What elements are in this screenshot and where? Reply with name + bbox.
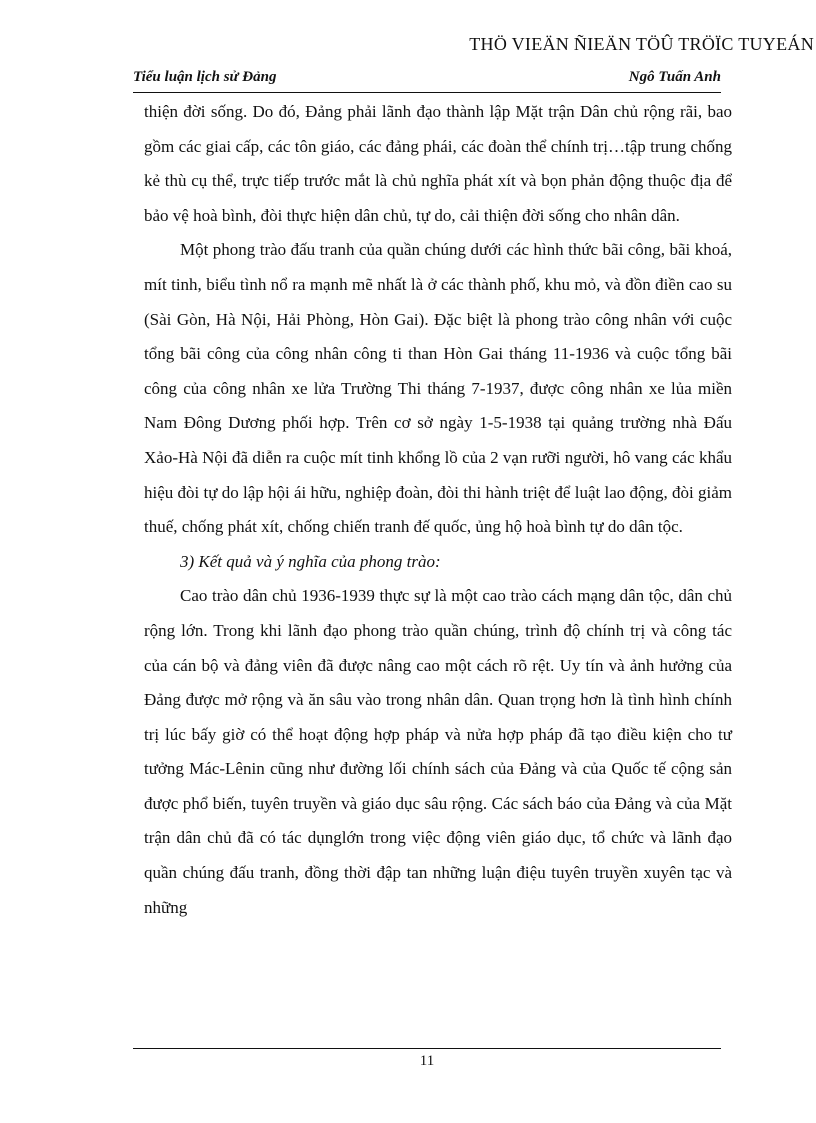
page-body xyxy=(144,95,732,925)
footer-divider xyxy=(133,1048,721,1049)
header-document-title: Tiểu luận lịch sử Đảng xyxy=(133,69,277,85)
body-paragraph-1: thiện đời sống. Do đó, Đảng phải lãnh đạo thành lập Mặt trận Dân chủ rộng rãi, bao gồm các giai cấp, các tôn giáo, các đảng phái, các đoàn thể chính trị…tập trung chống kẻ thù cụ thể, trực tiếp trước mắt là chủ nghĩa phát xít và bọn phản động thuộc địa để bảo vệ hoà bình, đòi thực hiện dân chủ, tự do, cải thiện đời sống cho nhân dân. xyxy=(144,102,732,225)
body-paragraph-3: Cao trào dân chủ 1936-1939 thực sự là một cao trào cách mạng dân tộc, dân chủ rộng lớn. Trong khi lãnh đạo phong trào quần chúng, trình độ chính trị và công tác của cán bộ và đảng viên đã được nâng cao một cách rõ rệt. Uy tín và ảnh hưởng của Đảng được mở rộng và ăn sâu vào trong nhân dân. Quan trọng hơn là tình hình chính trị lúc bấy giờ có thể hoạt động hợp pháp và nửa hợp pháp đã tạo điều kiện cho tư tưởng Mác-Lênin cũng như đường lối chính sách của Đảng và của Quốc tế cộng sản được phổ biến, tuyên truyền và giáo dục sâu rộng. Các sách báo của Đảng và của Mặt trận dân chủ đã có tác dụnglớn trong việc động viên giáo dục, tổ chức và lãnh đạo quần chúng đấu tranh, đồng thời đập tan những luận điệu tuyên truyền xuyên tạc và những xyxy=(144,586,732,917)
watermark-text: THÖ VIEÄN ÑIEÄN TÖÛ TRÖÏC TUYEÁN xyxy=(469,34,814,54)
body-paragraph-2: Một phong trào đấu tranh của quần chúng dưới các hình thức bãi công, bãi khoá, mít tinh, biểu tình nổ ra mạnh mẽ nhất là ở các thành phố, khu mỏ, và đồn điền cao su (Sài Gòn, Hà Nội, Hải Phòng, Hòn Gai). Đặc biệt là phong trào công nhân với cuộc tổng bãi công của công nhân công ti than Hòn Gai tháng 11-1936 và cuộc tổng bãi công của công nhân xe lửa Trường Thi tháng 7-1937, được công nhân xe lủa miền Nam Đông Dương phối hợp. Trên cơ sở ngày 1-5-1938 tại quảng trường nhà Đấu Xảo-Hà Nội đã diễn ra cuộc mít tinh khổng lồ của 2 vạn rưỡi người, hô vang các khẩu hiệu đòi tự do lập hội ái hữu, nghiệp đoàn, đòi thi hành triệt để luật lao động, đòi giảm thuế, chống phát xít, chống chiến tranh đế quốc, ủng hộ hoà bình tự do dân tộc. xyxy=(144,240,732,537)
page-number: 11 xyxy=(419,1053,435,1069)
section-subheading: 3) Kết quả và ý nghĩa của phong trào: xyxy=(180,551,441,571)
header-author-name: Ngô Tuấn Anh xyxy=(628,69,721,85)
page-header xyxy=(133,68,721,93)
